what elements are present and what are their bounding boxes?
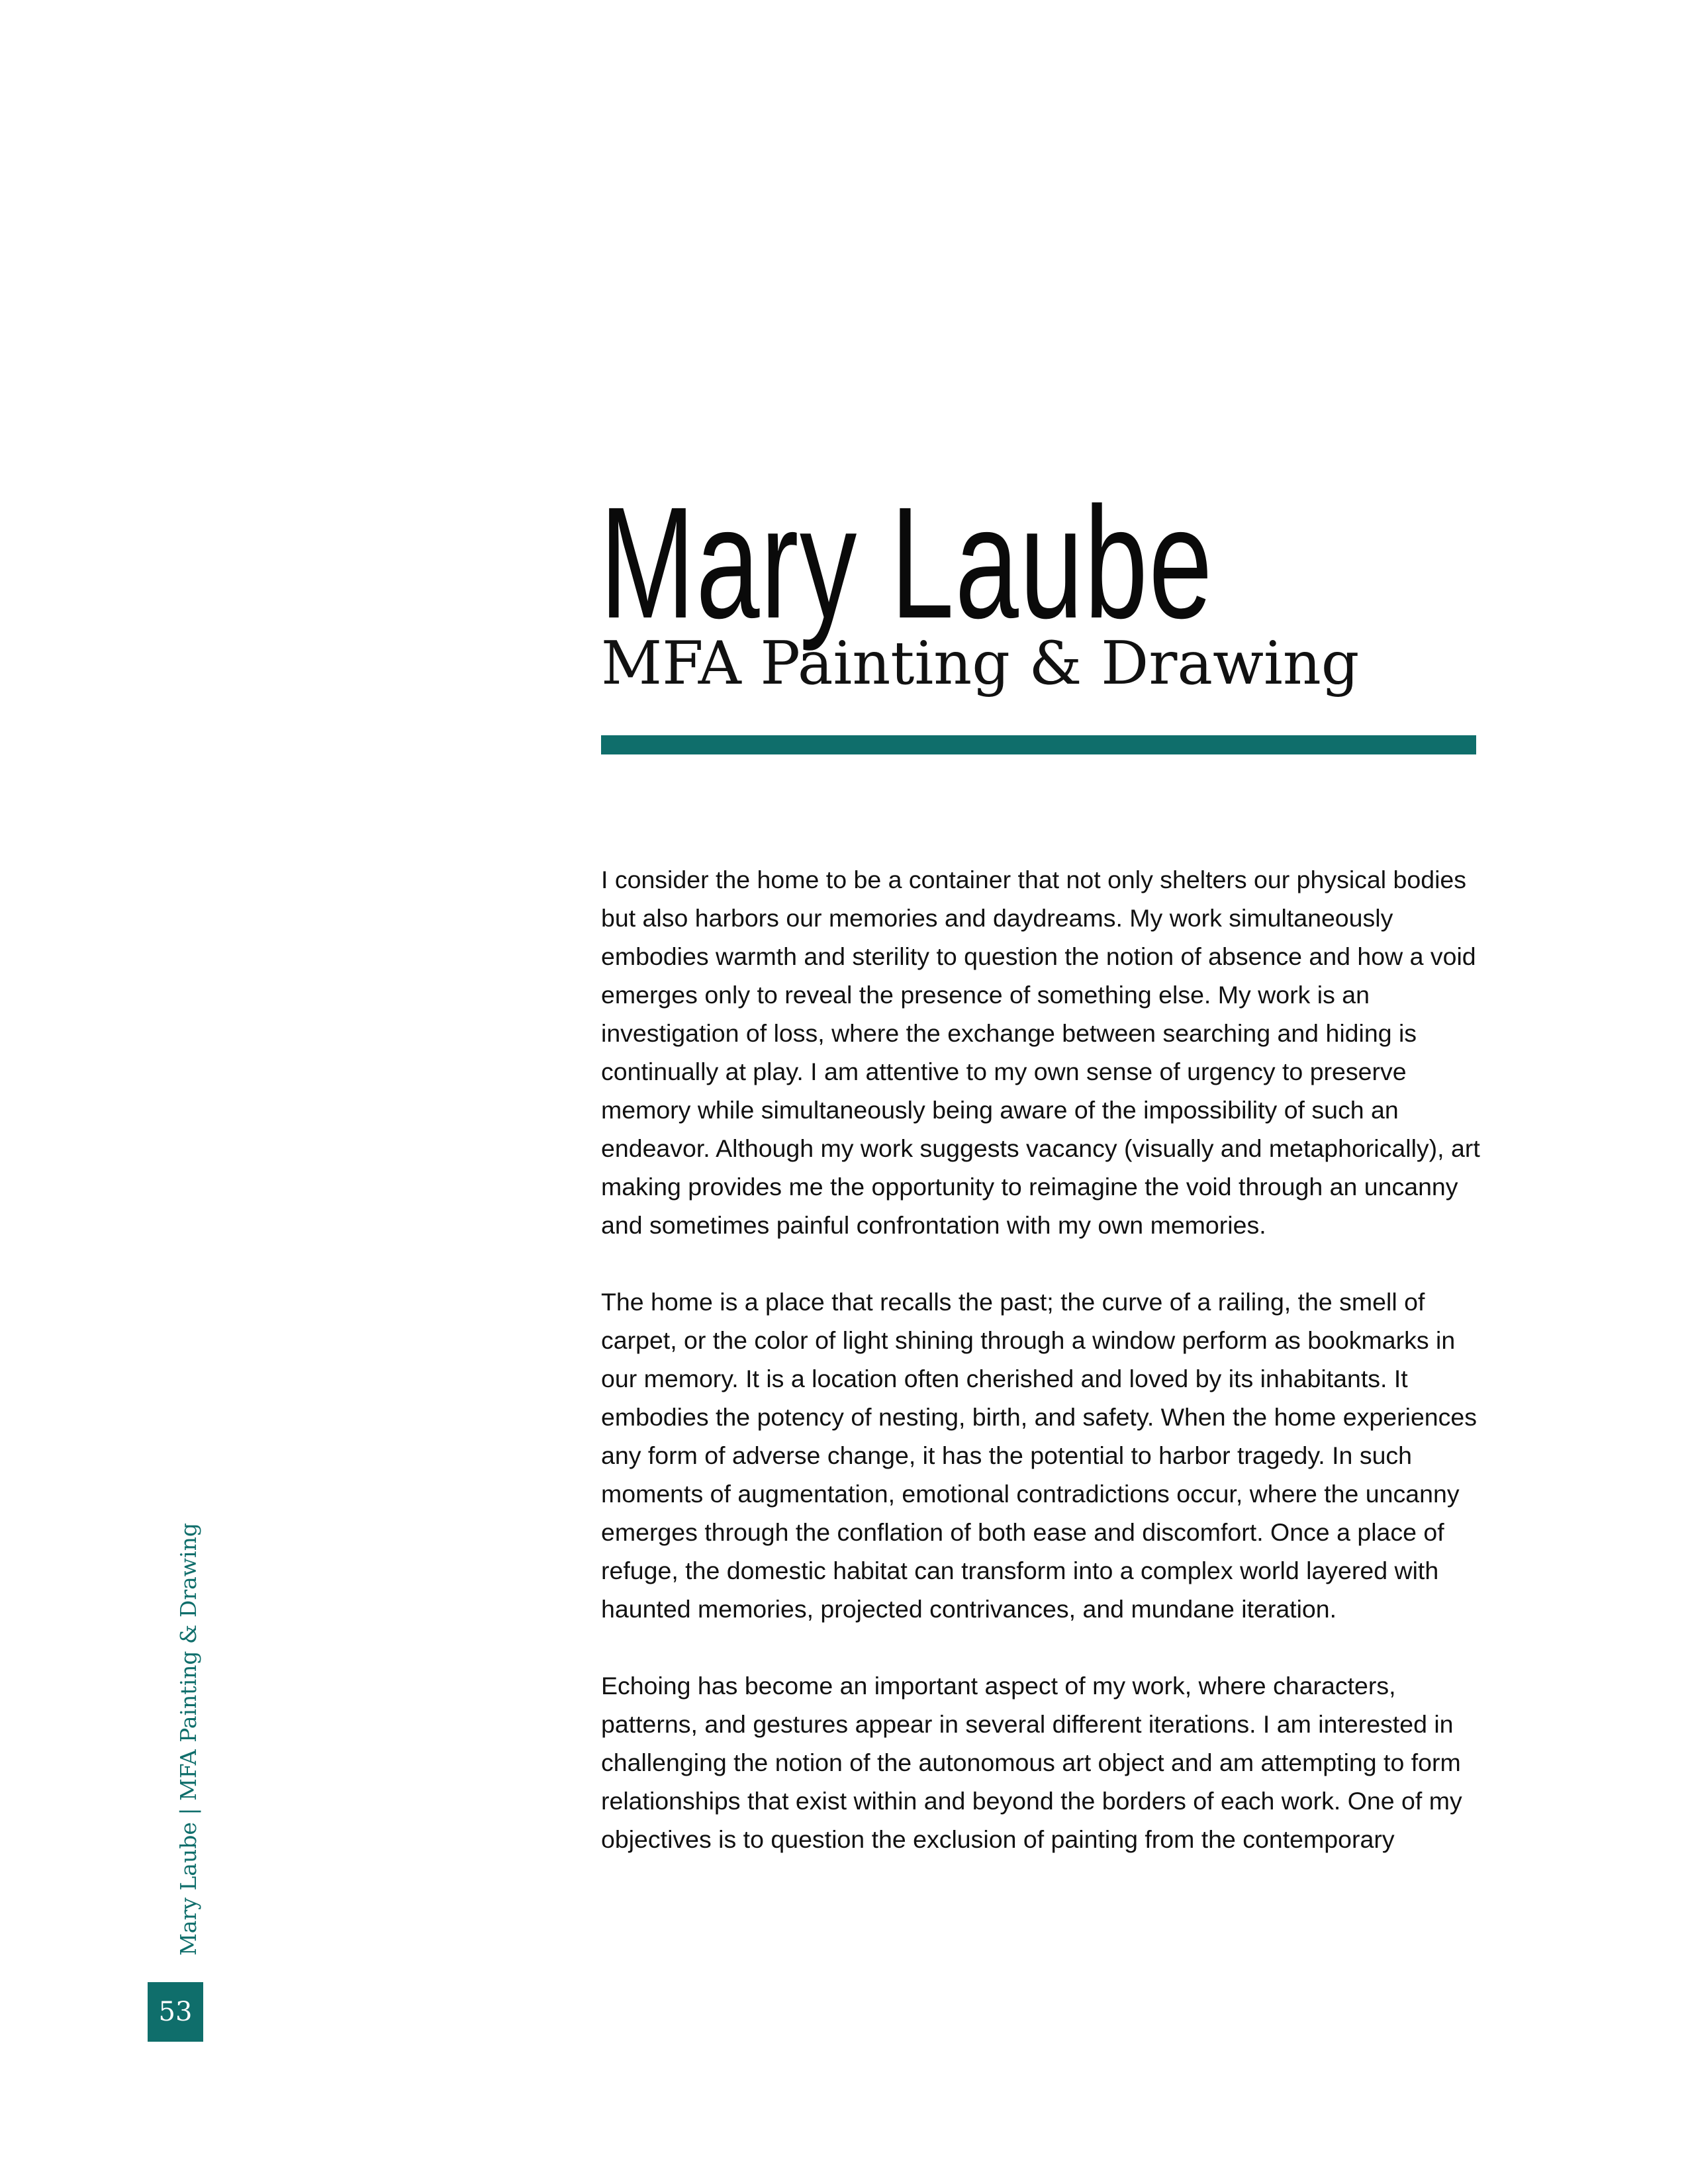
statement-paragraph: The home is a place that recalls the past; the curve of a railing, the smell of carpet, or the color of light shining through a window perform as bookmarks in our memory. It is a location often cherished and loved by its inhabitants. It embodies the potency of nesting, birth, and safety. When the home experiences any form of adverse change, it has the potential to harbor tragedy. In such moments of augmentation, emotional contradictions occur, where the uncanny emerges through the conflation of both ease and discomfort. Once a place of refuge, the domestic habitat can transform into a complex world layered with haunted memories, projected contrivances, and mundane iteration.	[601, 1288, 1477, 1623]
artist-statement	[601, 860, 1481, 1858]
accent-divider	[601, 735, 1476, 754]
page-number: 53	[148, 1982, 203, 2042]
running-footer-label: Mary Laube | MFA Painting & Drawing	[175, 1523, 201, 1956]
statement-paragraph: I consider the home to be a container that not only shelters our physical bodies but also harbors our memories and daydreams. My work simultaneously embodies warmth and sterility to question the notion of absence and how a void emerges only to reveal the presence of something else. My work is an investigation of loss, where the exchange between searching and hiding is continually at play. I am attentive to my own sense of urgency to preserve memory while simultaneously being aware of the impossibility of such an endeavor. Although my work suggests vacancy (visually and metaphorically), art making provides me the opportunity to reimagine the void through an uncanny and sometimes painful confrontation with my own memories.	[601, 866, 1480, 1239]
statement-paragraph: Echoing has become an important aspect of my work, where characters, patterns, and gestures appear in several different iterations. I am interested in challenging the notion of the autonomous art object and am attempting to form relationships that exist within and beyond the borders of each work. One of my objectives is to question the exclusion of painting from the contemporary	[601, 1672, 1462, 1853]
artist-name: Mary Laube	[600, 474, 1213, 651]
program-title: MFA Painting & Drawing	[601, 629, 1360, 698]
